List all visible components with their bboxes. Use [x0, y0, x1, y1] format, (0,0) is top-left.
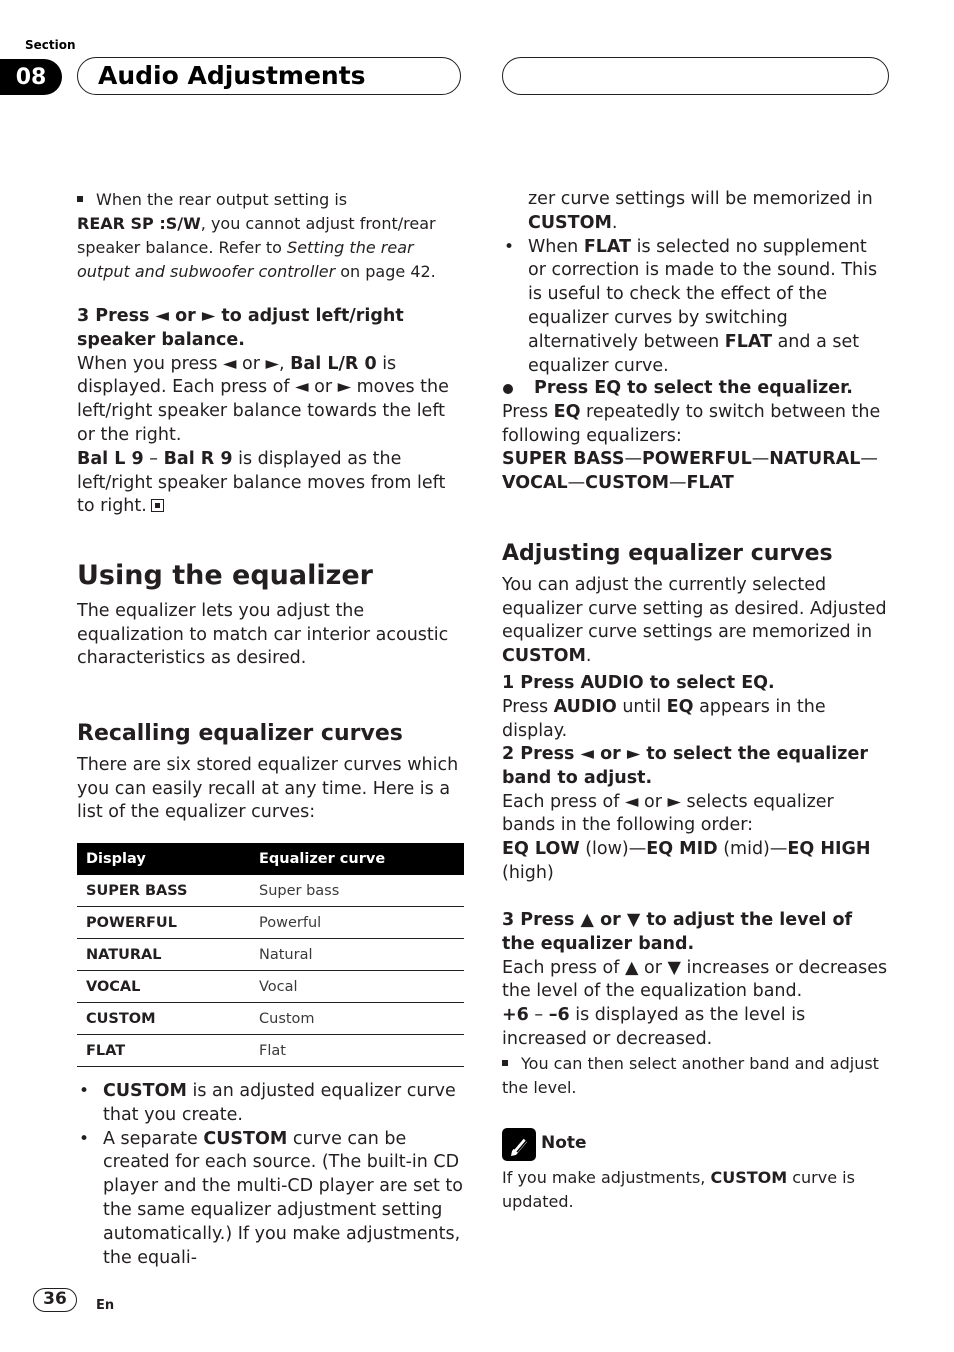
note-square-icon	[502, 1060, 508, 1066]
equalizer-table	[77, 843, 464, 1067]
adjusting-section	[502, 542, 890, 669]
level-range: +6 – –6 is displayed as the level is increased or decreased.	[502, 1005, 806, 1049]
language-label: En	[96, 1298, 115, 1313]
pencil-note-icon	[502, 1128, 536, 1161]
adjust-step-1	[502, 672, 890, 743]
step-3-balance	[77, 305, 465, 519]
step-heading: 3 Press ◄ or ► to adjust left/right speaker balance.	[77, 306, 404, 350]
section-label: Section	[25, 38, 76, 52]
table-header-display: Display	[86, 851, 146, 867]
subsection-intro: You can adjust the currently selected equalizer curve setting as desired. Adjusted equalizer curve settings are memorized in CUSTOM.	[502, 574, 887, 667]
continued-text: zer curve settings will be memorized in CUSTOM.	[528, 189, 873, 233]
page-number: 36	[33, 1288, 77, 1312]
step-body: Each press of ▲ or ▼ increases or decreases the level of the equalization band.	[502, 957, 888, 1002]
subsection-heading: Recalling equalizer curves	[77, 721, 403, 746]
note-label: Note	[541, 1133, 587, 1153]
table-row: CUSTOM Custom	[77, 1003, 464, 1035]
table-header-row	[77, 843, 464, 875]
table-row: FLAT Flat	[77, 1035, 464, 1067]
adjust-step-2	[502, 743, 890, 886]
step-body-range: Bal L 9 – Bal R 9 is displayed as the left/right speaker balance moves from left to right.	[77, 448, 446, 517]
header-blank-box	[502, 57, 889, 95]
step-body: Press EQ repeatedly to switch between the following equalizers:	[502, 401, 881, 446]
step-body: Press AUDIO until EQ appears in the display.	[502, 696, 826, 741]
band-order: EQ LOW (low)—EQ MID (mid)—EQ HIGH (high)	[502, 839, 871, 883]
step-body: When you press ◄ or ►, Bal L/R 0 is displayed. Each press of ◄ or ► moves the left/right speaker balance towards the left or the right.	[77, 353, 449, 445]
using-equalizer-section	[77, 560, 465, 671]
table-header-curve: Equalizer curve	[259, 851, 386, 867]
table-row: SUPER BASS Super bass	[77, 875, 464, 907]
note-text: If you make adjustments, CUSTOM curve is updated.	[502, 1168, 855, 1211]
rear-output-note: When the rear output setting is REAR SP :S/W, you cannot adjust front/rear speaker balance. Refer to Setting the rear output and subwoofer controller on page 42.	[77, 190, 436, 281]
right-column-top	[502, 188, 890, 378]
press-eq-step	[502, 377, 890, 496]
step-body: Each press of ◄ or ► selects equalizer bands in the following order:	[502, 791, 834, 836]
bullet-item: • A separate CUSTOM curve can be created for each source. (The built-in CD player and the multi-CD player are set to the same equalizer adjustment setting automatically.) If you make adjustments, the equali-	[77, 1128, 465, 1271]
section-intro: The equalizer lets you adjust the equalization to match car interior acoustic characteristics as desired.	[77, 600, 449, 669]
left-column-top	[77, 188, 465, 284]
table-row: NATURAL Natural	[77, 939, 464, 971]
table-row: POWERFUL Powerful	[77, 907, 464, 939]
equalizer-sequence: SUPER BASS—POWERFUL—NATURAL— VOCAL—CUSTOM—FLAT	[502, 449, 878, 494]
bullet-item: • When FLAT is selected no supplement or correction is made to the sound. This is useful to check the effect of the equalizer curves by switching alternatively between FLAT and a set equalizer curve.	[502, 236, 890, 379]
step-heading: 2 Press ◄ or ► to select the equalizer band to adjust.	[502, 744, 868, 788]
end-mark-icon	[151, 499, 164, 512]
chapter-title: Audio Adjustments	[77, 57, 461, 95]
section-heading: Using the equalizer	[77, 560, 373, 591]
subsection-intro: There are six stored equalizer curves which you can easily recall at any time. Here is a list of the equalizer curves:	[77, 754, 459, 823]
step-heading: Press EQ to select the equalizer.	[502, 377, 890, 401]
step-heading: 1 Press AUDIO to select EQ.	[502, 673, 775, 693]
section-number-badge: 08	[0, 59, 62, 95]
band-note: You can then select another band and adjust the level.	[502, 1053, 879, 1097]
recalling-section	[77, 722, 465, 825]
step-heading: 3 Press ▲ or ▼ to adjust the level of the equalizer band.	[502, 910, 853, 954]
custom-bullets	[77, 1080, 465, 1270]
adjust-step-3	[502, 909, 890, 1100]
note-square-icon	[77, 196, 83, 202]
bullet-item: • CUSTOM is an adjusted equalizer curve that you create.	[77, 1080, 465, 1128]
table-row: VOCAL Vocal	[77, 971, 464, 1003]
subsection-heading: Adjusting equalizer curves	[502, 541, 833, 566]
